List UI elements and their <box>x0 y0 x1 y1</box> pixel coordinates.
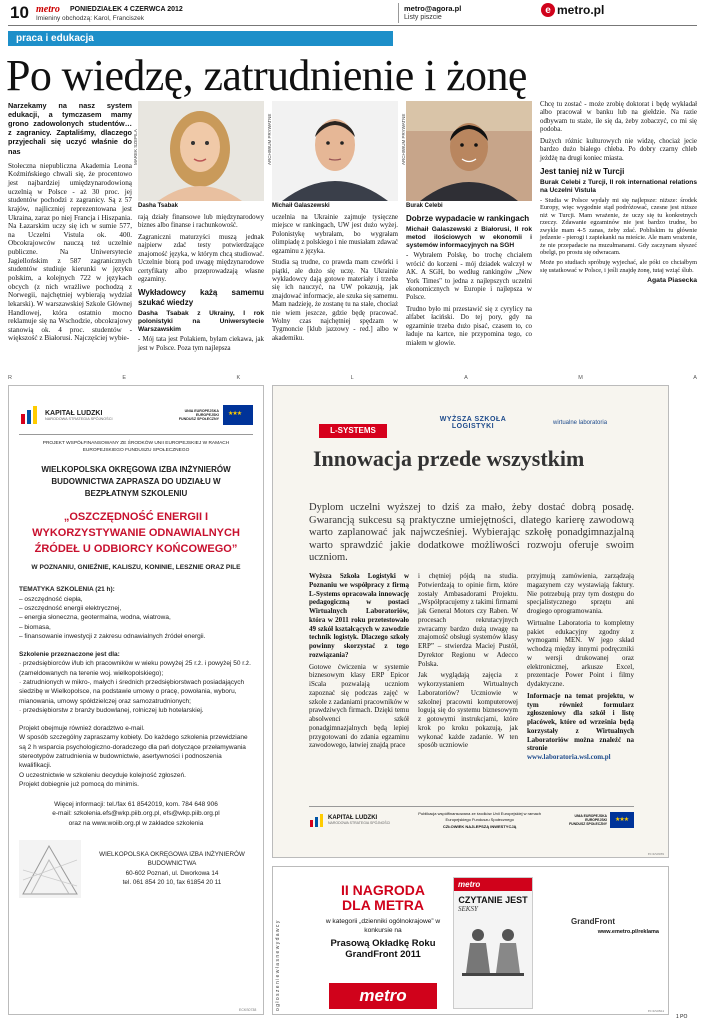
page-footer-code: 1 PO <box>676 1014 688 1020</box>
reklama-letter: K <box>236 375 241 381</box>
ad-woiib-training[interactable] <box>8 385 264 1015</box>
mini-illustration <box>454 913 532 993</box>
ad-col-3b: Wirtualne Laboratoria to kompletny pakiet edukacyjny zgodny z wymogami MEN. W jego skład wchodzą między innymi podręczniki w wersji drukowanej oraz elektronicznej, arkusze Excel, prezentacje Power Point i filmy dydaktyczne. <box>527 618 634 688</box>
metro-e-icon: e <box>541 3 555 17</box>
sublead-burak: Burak Celebi z Turcji, II rok international relations na Uczelni Vistula <box>540 178 697 194</box>
ad-footer <box>309 806 634 830</box>
masthead: metro <box>36 4 60 15</box>
article-body-3b: Studia są trudne, co prawda mam czwórki i piątki, ale dużo się uczę. Na Ukrainie wykładowcy dają gotowe materiały i trzeba się ich nauczyć, na UW pokazują, jak znajdować informacje, ale szuka się samemu. Mam nadzieję, że zostanę tu na stałe, chociaż nie wiem jeszcze, gdzie będę pracować. Wolny czas najchętniej spędzam w Tygmoncie [klub jazzowy - red.] albo w akademiku. <box>272 259 398 342</box>
logo-text: metro.pl <box>557 3 605 17</box>
issue-date: PONIEDZIAŁEK 4 CZERWCA 2012 <box>70 6 183 13</box>
ad-invite: WIELKOPOLSKA OKRĘGOWA IZBA INŻYNIERÓW BUDOWNICTWA ZAPRASZA DO UDZIAŁU W BEZPŁATNYM SZKOLENIU <box>41 465 231 499</box>
contact-phone: Więcej informacji: tel./fax 61 8542019, kom. 784 648 906 <box>54 800 218 808</box>
photo-credit-3: ARCHIWUM PRYWATNE <box>401 113 406 165</box>
grandfront-logo: GrandFront <box>571 917 615 926</box>
ad-ref-code: ECKS0738 <box>239 1007 257 1012</box>
award-line-1: II NAGRODA <box>341 882 425 898</box>
photo-burak <box>406 101 532 201</box>
mini-front-page <box>453 877 533 1009</box>
contact-email-line[interactable]: e-mail: szkolenia.efs@wkp.piib.org.pl, efs@wkp.piib.org.pl <box>52 810 220 818</box>
page-number: 10 <box>10 3 29 22</box>
org-address: 60-602 Poznań, ul. Dworkowa 14 <box>125 869 219 877</box>
subhead-michail: Dobrze wypadacie w rankingach <box>406 214 530 223</box>
ad-kapital-text: KAPITAŁ LUDZKI <box>328 815 378 822</box>
sublead-dasha: Dasha Tsabak z Ukrainy, I rok polonistyki na Uniwersytecie Warszawskim <box>138 309 264 334</box>
training-title: „OSZCZĘDNOŚĆ ENERGII I WYKORZYSTYWANIE ODNAWIALNYCH ŹRÓDEŁ U ODBIORCY KOŃCOWEGO” <box>32 511 240 556</box>
ad-eu-logo <box>569 812 634 828</box>
note-item: W sposób szczególny zapraszamy kobiety. Do każdego szkolenia przewidziane są 2 h wsparcia psychologiczno-doradczego dla pań dotyczące przełamywania stereotypów zatrudnienia w budownictwie, asertywności i podnoszenia kwalifikacji. <box>19 734 248 770</box>
article-body-1: Stołeczna niepubliczna Akademia Leona Koźmińskiego chwali się, że procentowo jest najbardziej umiędzynarodowioną uczelnią w Polsce - aż 30 proc. jej studentów pochodzi z zagranicy. Są z 57 krajów, najliczniej reprezentowana jest Ukraina, zaraz po niej Francja i Hiszpania. Na Łazarskim uczy się ich w sumie 577, na Uczelni Vistula ok. 400. Obcokrajowców nauczą też uczelnie publiczne. Na Uniwersytecie Jagiellońskim z 587 zagranicznych studentów studiuje kierunki w języku polskim, a kolejnych 722 w językach obcych (z nich wrażliwe pochodzą z Norwegii, najchętniej wybierają wydział lekarski). W warszawskiej Szkole Głównej Handlowej, która ostatnio mocno reklamuje się na Wschodzie, obcokrajowy stanowią ok. 4 proc. studentów - większość z Białorusi. Najczęściej wybie- <box>8 161 132 343</box>
subhead-dasha: Wykładowcy każą samemu szukać wiedzy <box>138 288 264 307</box>
ad-url[interactable]: www.laboratoria.wsl.com.pl <box>527 753 611 761</box>
reklama-label <box>0 375 705 381</box>
article-column-2 <box>138 214 264 356</box>
article-column-1 <box>8 101 132 346</box>
ad-ref-code: ECKS0939 <box>648 851 664 856</box>
audience-heading: Szkolenie przeznaczone jest dla: <box>19 650 120 658</box>
article-body-4b: Trudno było mi przestawić się z cyrylicy na alfabet łaciński. Do tej pory, gdy na egzaminie trzeba dużo pisać, czasem to, co ładuje na kartce, nie przypomina tego, co miałem w głowie. <box>406 305 532 347</box>
eu-flag-icon <box>223 405 253 425</box>
ad-footer-slogan: CZŁOWIEK NAJLEPSZĄ INWESTYCJĄ <box>442 824 517 830</box>
photo-credit-2: ARCHIWUM PRYWATNE <box>267 113 272 165</box>
reklama-letter: A <box>693 375 697 381</box>
metro-brand-logo: metro <box>329 983 437 1009</box>
cofinanced-note: PROJEKT WSPÓŁFINANSOWANY ZE ŚRODKÓW UNII EUROPEJSKIEJ W RAMACH EUROPEJSKIEGO FUNDUSZU SPOŁECZNEGO <box>42 441 230 453</box>
topics-heading: TEMATYKA SZKOLENIA (21 h): <box>19 586 115 594</box>
ad-ref-code: ECKS0824 <box>648 1008 664 1013</box>
contest-name-1: Prasową Okładkę Roku <box>330 937 436 949</box>
photo-caption-dasha: Dasha Tsabak <box>138 203 178 209</box>
eu-label: UNIA EUROPEJSKA EUROPEJSKI FUNDUSZ SPOŁECZNY <box>178 408 219 422</box>
mini-masthead: metro <box>454 878 532 891</box>
ad-col-1b: Gotowe ćwiczenia w systemie biznesowym klasy ERP Epicor iScala pozwalają uczniom zapoznać się podczas zajęć w szkole z zadaniami pracowników w prawdziwych firmach. Dzięki temu absolwenci szkół ponadgimnazjalnych będą lepiej przygotowani do zdania egzaminu zawodowego, łatwiej znajdą prace <box>309 662 409 750</box>
audience-item: · przedsiębiorców i/lub ich pracowników w wieku powyżej 25 r.ż. i powyżej 50 r.ż. (zameldowanych na terenie woj. wielkopolskiego); <box>19 660 251 677</box>
contest-name-2: GrandFront 2011 <box>345 948 421 960</box>
note-item: Projekt obejmuje również doradztwo e-mail. <box>19 724 145 732</box>
header-divider <box>398 3 399 23</box>
metro-ad-url[interactable]: www.emetro.pl/reklama <box>597 929 659 935</box>
subhead-burak: Jest taniej niż w Turcji <box>540 166 625 176</box>
kapital-ludzki-logo <box>19 404 113 426</box>
article-body-2c: - Mój tata jest Polakiem, byłam ciekawa, jak jest w Polsce. Poza tym najlepsza <box>138 336 264 352</box>
kapital-ludzki-text: KAPITAŁ LUDZKI <box>45 409 103 417</box>
topic-item: – oszczędność ciepła, <box>19 595 83 603</box>
reklama-letter: M <box>578 375 583 381</box>
reklama-letter: L <box>350 375 354 381</box>
photo-credit-1: MAREK SZEPILA <box>133 129 138 165</box>
eu-logo <box>179 405 253 425</box>
kapital-ludzki-sub: NARODOWA STRATEGIA SPÓJNOŚCI <box>45 416 113 421</box>
woiib-logo-icon <box>19 840 81 898</box>
topic-item: – finansowanie inwestycji z zakresu odnawialnych źródeł energii. <box>19 633 206 641</box>
ad-eu-flag-icon <box>610 812 634 828</box>
contact-www[interactable]: oraz na www.woiib.org.pl w zakładce szkolenia <box>68 819 204 827</box>
article-body-2: rają działy finansowe lub międzynarodowy biznes albo finanse i rachunkowość. <box>138 214 264 230</box>
ad-col-3 <box>527 572 634 762</box>
header-rule <box>8 25 697 26</box>
ad-col-1 <box>309 572 409 750</box>
ad-col-2 <box>418 572 518 750</box>
article-body-5b: Dużych różnic kulturowych nie widzę, chociaż jecie bardzo dużo białego chleba. Po dobry czarny chleb jeżdżę na drugi koniec miasta. <box>540 137 697 162</box>
kapital-ludzki-icon <box>19 404 41 426</box>
reklama-letter: E <box>122 375 127 381</box>
kapital-ludzki-small-icon <box>309 812 325 828</box>
lsystems-logo: L-SYSTEMS <box>319 424 387 438</box>
sublead-michail: Michaił Galaszewski z Białorusi, II rok metod ilościowych w ekonomii i systemów informacyjnych na SGH <box>406 225 532 250</box>
ad-col-3a: przyjmują zamówienia, zarządzają magazynem czy wystawiają faktury. Nie potrzebują przy tym dostępu do specjalistycznego sprzętu ani drogiego oprogramowania. <box>527 572 634 615</box>
org-block <box>19 840 253 898</box>
publisher-ad-note: o g ł o s z e n i e w ł a s n e w y d a w c y <box>275 920 281 1011</box>
article-column-4 <box>406 214 532 351</box>
photo-caption-michail: Michaił Galaszewski <box>272 203 330 209</box>
wl-logo: wirtualne laboratoria <box>553 420 608 426</box>
audience-item: · przedsiębiorstw z branży budowlanej, rolniczej lub hotelarskiej. <box>19 707 204 715</box>
section-banner: praca i edukacja <box>8 31 393 46</box>
org-phone: tel. 061 854 20 10, fax 61854 20 11 <box>122 879 222 887</box>
topic-item: – biomasa, <box>19 623 51 631</box>
reklama-letter: R <box>8 375 12 381</box>
nameday-line: Imieniny obchodzą: Karol, Franciszek <box>36 15 145 22</box>
contact-email[interactable]: metro@agora.pl <box>404 4 462 13</box>
ad-col-3c: Informacje na temat projektu, w tym również formularz zgłoszeniowy dla szkół i listę placówek, które od września będą korzystały z Wirtualnych Laboratoriów można znaleźć na stronie <box>527 691 634 753</box>
ad-wsl-innovation[interactable] <box>272 385 669 858</box>
mini-word: SEKSY <box>458 905 478 913</box>
ad-col-1a: Wyższa Szkoła Logistyki w Poznaniu we współpracy z firmą L-Systems opracowała innowację pedagogiczną w postaci Wirtualnych Laboratoriów, która w 2011 roku przetestowało 49 szkół kształcących w zawodzie technik logistyk. Dlaczego szkoły powinny skorzystać z tego rozwiązania? <box>309 572 409 659</box>
photo-caption-burak: Burak Celebi <box>406 203 443 209</box>
article-body-4: - Wybrałem Polskę, bo trochę chciałem wrócić do korzeni - mój dziadek walczył w AK. A SGH, bo według rankingów „New York Times" to jedna z najlepszych uczelni ekonomicznych w Europie i najlepsza w Polsce. <box>406 252 532 302</box>
ad-logos-row <box>19 404 253 426</box>
ad-col-2b: Jak wyglądają zajęcia z wykorzystaniem Wirtualnych Laboratoriów? Uczniowie w szkolnej pracowni komputerowej logują się do systemu biznesowym z gotowymi instrukcjami, które krok po kroku pokazują, jak wykonać każde zadanie. W ten sposób uczniowie <box>418 671 518 750</box>
article-column-3 <box>272 214 398 346</box>
article-column-5 <box>540 101 697 284</box>
mini-title: CZYTANIE JEST <box>458 895 528 905</box>
org-name: WIELKOPOLSKA OKRĘGOWA IZBA INŻYNIERÓW BUDOWNICTWA <box>99 851 245 868</box>
ad-footer-text: Publikacja współfinansowana ze środków Unii Europejskiej w ramach Europejskiego Funduszu Społecznego <box>418 811 542 822</box>
letters-label: Listy piszcie <box>404 14 442 21</box>
wsl-logo: WYŻSZA SZKOŁA LOGISTYKI <box>439 416 507 430</box>
reklama-letter: A <box>464 375 468 381</box>
ad-title: Innowacja przede wszystkim <box>313 446 585 471</box>
article-lead: Narzekamy na nasz system edukacji, a tymczasem mamy grono zadowolonych studentów… z zagranicy. Zaptaliśmy, dlaczego przyjechali się uczyć właśnie do nas <box>8 101 132 156</box>
ad-eu-label: UNIA EUROPEJSKA EUROPEJSKI FUNDUSZ SPOŁECZNY <box>569 814 607 827</box>
award-category: w kategorii „dzienniki ogólnokrajowe” w konkursie na <box>325 918 441 934</box>
article-body-2b: Zagraniczni maturzyści muszą jednak najpierw zdać testy potwierdzające znajomość języka, w którym chcą studiować. Uczelnie biorą pod uwagę międzynarodowe certyfikaty albo przeprowadzają własne egzaminy. <box>138 233 264 283</box>
ad-kapital-sub: NARODOWA STRATEGIA SPÓJNOŚCI <box>328 821 391 826</box>
ad-metro-award[interactable] <box>272 866 669 1015</box>
ad-kapital-logo <box>309 812 390 828</box>
metro-logo[interactable] <box>541 3 604 17</box>
audience-item: · zatrudnionych w mikro-, małych i średnich przedsiębiorstwach posiadających siedzibę w Wielkopolsce, na podstawie umowy o pracę, powołania, wyboru, mianowania, umowy spółdzielczej oraz samozatrudnionych; <box>19 679 245 705</box>
topic-item: – oszczędność energii elektrycznej, <box>19 605 122 613</box>
award-line-2: DLA METRA <box>342 896 424 913</box>
photo-dasha <box>138 101 264 201</box>
headline: Po wiedzę, zatrudnienie i żonę <box>6 51 527 100</box>
article-author: Agata Piasecka <box>647 277 697 285</box>
ad-lead: Dyplom uczelni wyższej to dziś za mało, żeby dostać dobrą posadę. Gwarancją sukcesu są praktyczne umiejętności, dlatego karierę zawodową warto zaplanować jak najwcześniej. Wybierając szkołę ponadgimnazjalną warto sprawdzić jakie dodatkowe możliwości rozwoju oferuje swoim uczniom. <box>309 502 634 564</box>
article-body-5c: - Studia w Polsce wydały mi się najlepsze: niższe: środek Europy, więc wygodnie stąd podróżować, czesne jest niższe niż w Turcji. Mam wrażenie, że uczy się tu konkretnych rzeczy. Zdawanie egzaminów nie jest bardzo trudne, bo zwykle mam 4-5 zanas, żeby zdać. Pobliskim tu głównie jedzenie - pierogi i zapiekanki na mieście. Ale mam wrażenie, że nie przepadacie na muzułmanami. Gdy zaczynam słyszeć obelgi, po prostu się odwracam. <box>540 197 697 256</box>
article-body-5: Chcę tu zostać - może zrobię doktorat i będę wykładał albo pracował w banku lub na giełdzie. Na razie odbywam tu staże, ile się da, żeby zobaczyć, co mi się podoba. <box>540 101 697 134</box>
note-item: O uczestnictwie w szkoleniu decyduje kolejność zgłoszeń. <box>19 771 186 779</box>
article-body-3: uczelnia na Ukrainie zajmuje tysięczne miejsce w rankingach, UW jest dużo wyżej. Polonistykę wybrałam, bo wygrałam olimpiadę z polskiego i nie musiałam zdawać egzaminu z języka. <box>272 214 398 255</box>
note-item: Projekt dobiegnie już pomocą do minimis. <box>19 781 139 789</box>
photo-michail <box>272 101 398 201</box>
ad-col-2a: i chętniej pójdą na studia. Potwierdzają to opinie firm, które zostały Ambasadorami Projektu. „Współpracujemy z takimi firmami jak General Motors czy Raben. W procesach rekrutacyjnych zwracamy bardzo dużą uwagę na znajomość obsługi systemów klasy ERP” – stwierdza Maciej Pustół, Dyrektor Regionu w Adecco Polska. <box>418 572 518 668</box>
article-body-5d: Może po studiach spróbuję wyjechać, ale póki co chciałbym się ustatkować w Polsce, i jeśli znajdę żonę, tutaj wziąć ślub. <box>540 259 697 274</box>
training-cities: W POZNANIU, GNIEŹNIE, KALISZU, KONINIE, LESZNIE ORAZ PILE <box>31 564 241 572</box>
topic-item: – energia słoneczna, geotermalna, wodna, wiatrowa, <box>19 614 171 622</box>
